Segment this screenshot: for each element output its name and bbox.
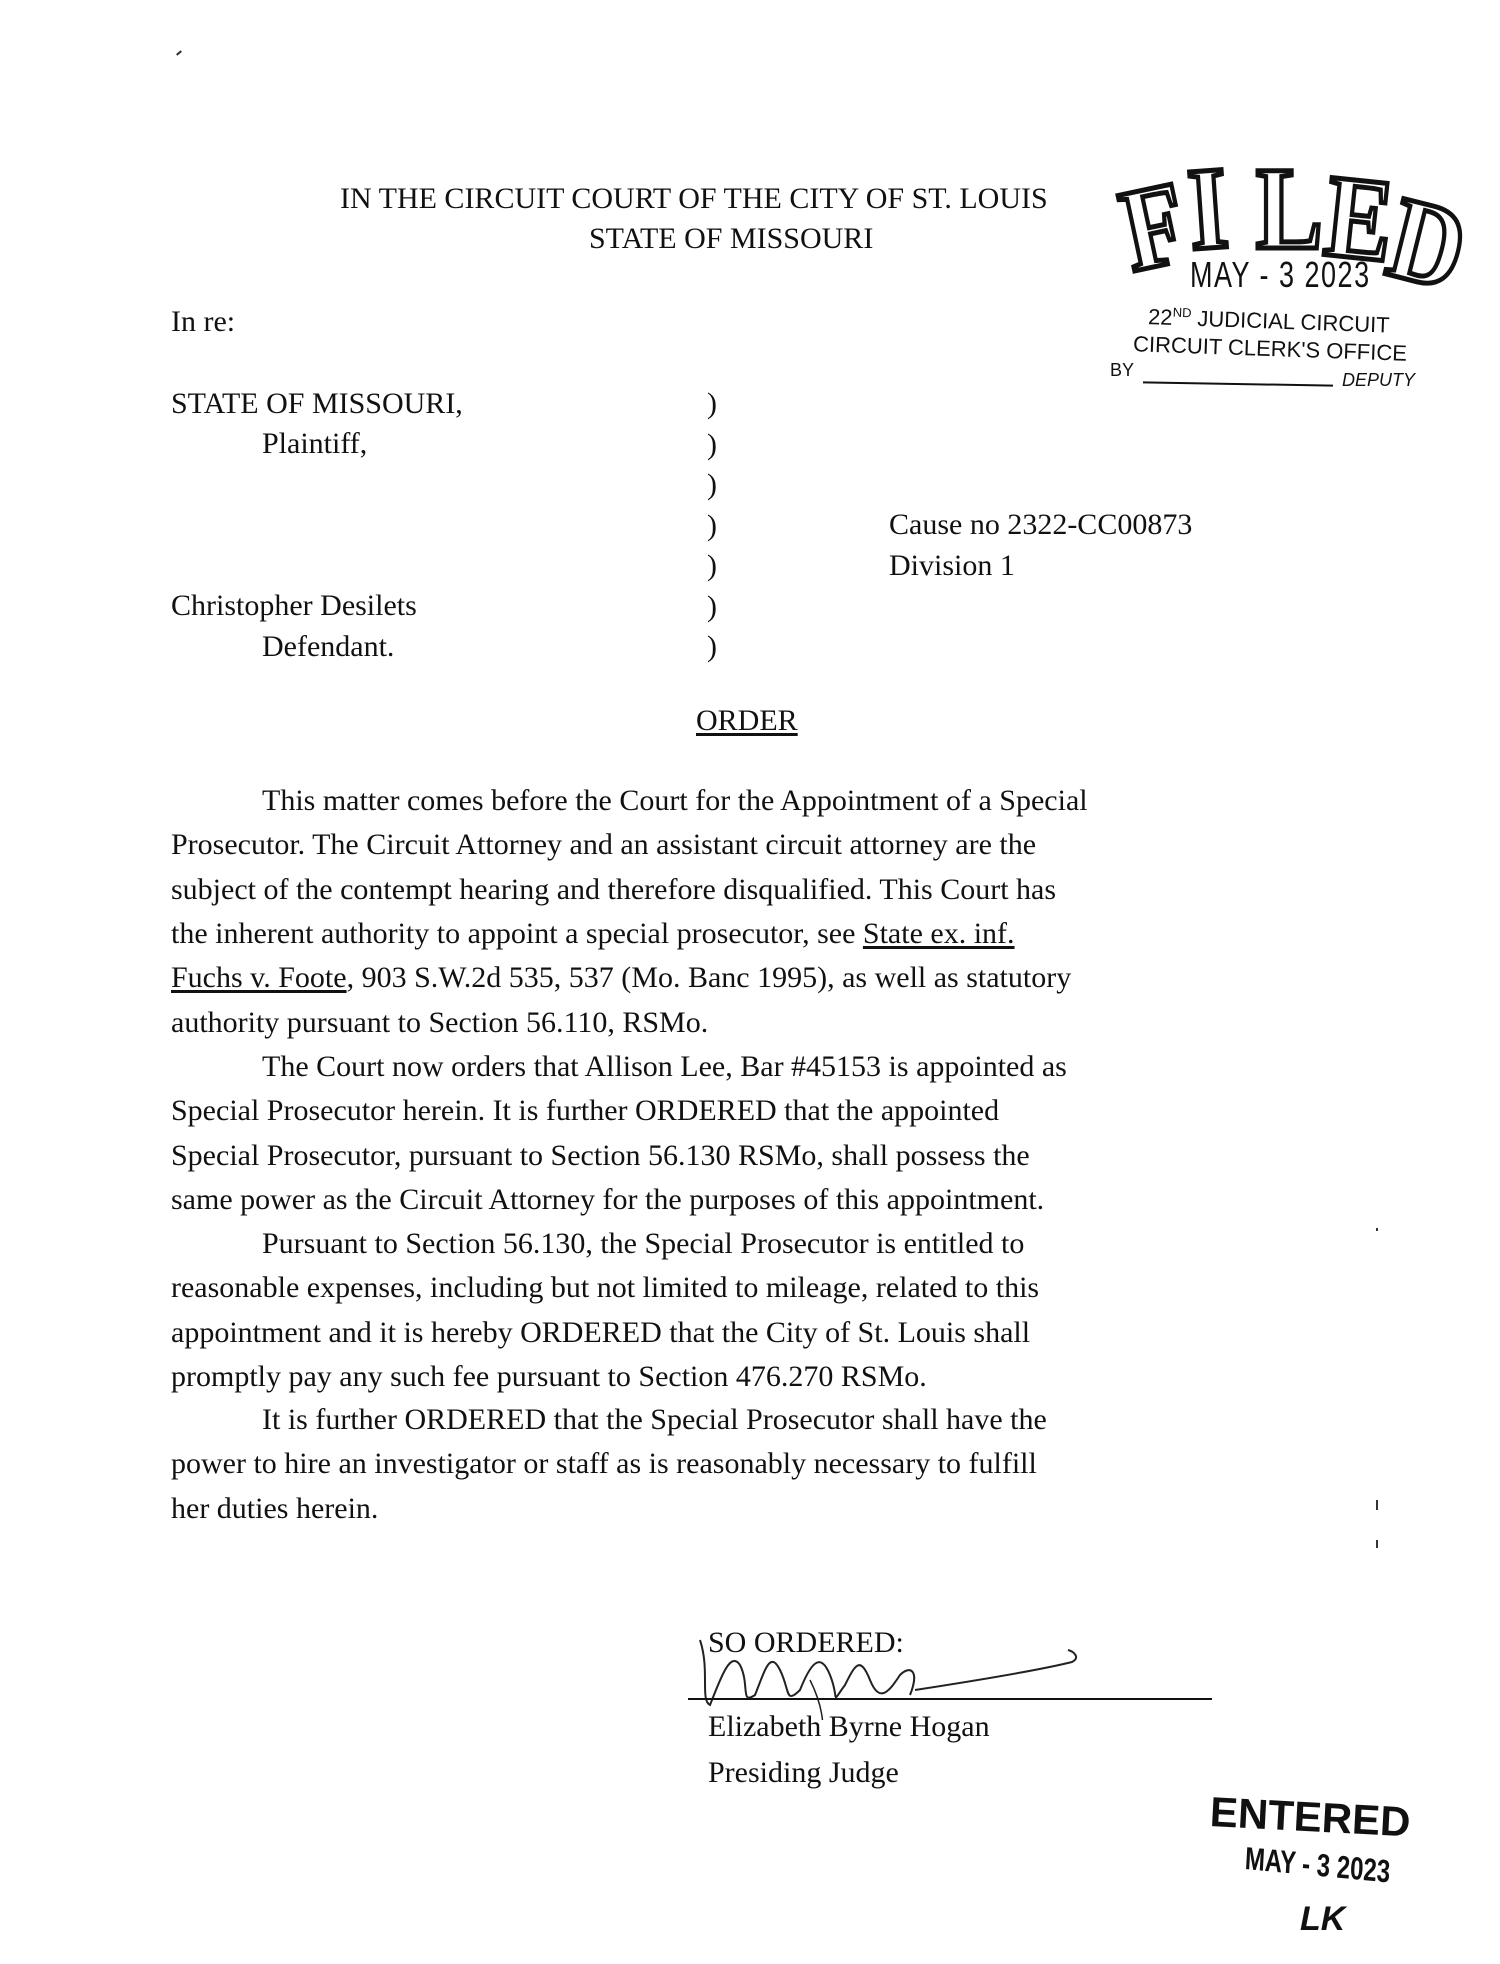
body-line <box>171 1005 709 1039</box>
body-line <box>171 1491 379 1525</box>
text-segment: power to hire an investigator or staff as is reasonably necessary to fulfill <box>171 1447 1037 1481</box>
scan-speck <box>1376 1228 1378 1231</box>
caption-paren: ) <box>707 589 717 623</box>
text-segment: Pursuant to Section 56.130, the Special Prosecutor is entitled to <box>262 1227 1025 1260</box>
caption-paren: ) <box>707 549 717 582</box>
text-segment: authority pursuant to Section 56.110, RSMo. <box>171 1005 709 1039</box>
circuit-suffix: ND <box>1172 304 1192 321</box>
filed-stamp-deputy: DEPUTY <box>1342 370 1416 390</box>
judge-name: Elizabeth Byrne Hogan <box>708 1710 990 1743</box>
filed-stamp-office: CIRCUIT CLERK'S OFFICE <box>1132 331 1408 366</box>
entered-stamp-word: ENTERED <box>1208 1788 1412 1846</box>
text-segment: subject of the contempt hearing and therefore disqualified. This Court has <box>171 872 1057 906</box>
caption-paren: ) <box>707 468 717 501</box>
cause-number: Cause no 2322-CC00873 <box>889 508 1193 541</box>
in-re-label: In re: <box>171 305 236 338</box>
filed-stamp-letter: E <box>1319 149 1400 288</box>
filed-stamp-letter: F <box>1110 156 1198 297</box>
body-line <box>171 872 1057 906</box>
caption-paren: ) <box>707 630 717 663</box>
filed-stamp-letter: L <box>1255 143 1323 274</box>
text-segment: Prosecutor. The Circuit Attorney and an assistant circuit attorney are the <box>171 828 1037 862</box>
text-segment: appointment and it is hereby ORDERED that the City of St. Louis shall <box>171 1315 1031 1349</box>
circuit-number: 22 <box>1147 304 1173 330</box>
order-title: ORDER <box>696 704 798 737</box>
defendant-role: Defendant. <box>262 630 395 663</box>
signature-line <box>688 1698 1212 1700</box>
defendant-name: Christopher Desilets <box>171 589 417 622</box>
text-segment: Special Prosecutor, pursuant to Section 56.130 RSMo, shall possess the <box>171 1138 1030 1172</box>
text-segment: This matter comes before the Court for the Appointment of a Special <box>262 784 1088 817</box>
text-segment: reasonable expenses, including but not limited to mileage, related to this <box>171 1271 1040 1305</box>
judge-title: Presiding Judge <box>708 1756 899 1789</box>
caption-paren: ) <box>707 427 717 461</box>
plaintiff-name: STATE OF MISSOURI, <box>171 387 463 420</box>
so-ordered-label: SO ORDERED: <box>708 1626 904 1659</box>
filed-stamp-letter: D <box>1376 171 1479 316</box>
body-line <box>171 1449 1037 1479</box>
caption-paren: ) <box>707 508 717 542</box>
text-segment: the inherent authority to appoint a special prosecutor, see <box>171 916 863 950</box>
entered-stamp-initials: LK <box>1300 1900 1346 1938</box>
plaintiff-role: Plaintiff, <box>262 427 368 460</box>
handwritten-signature <box>680 1610 1100 1720</box>
body-line <box>171 1315 1031 1349</box>
case-citation: State ex. inf. <box>862 916 1015 950</box>
body-line <box>262 1229 1024 1259</box>
body-line <box>171 1138 1030 1172</box>
filed-stamp-date: MAY - 3 2023 <box>1190 254 1371 295</box>
case-citation: Fuchs v. Foote <box>171 961 347 995</box>
scan-speck <box>1376 1540 1378 1548</box>
circuit-text: JUDICIAL CIRCUIT <box>1190 305 1391 338</box>
text-segment: It is further ORDERED that the Special Prosecutor shall have the <box>262 1403 1047 1436</box>
filed-stamp-by: BY <box>1110 360 1135 380</box>
court-heading: IN THE CIRCUIT COURT OF THE CITY OF ST. LOUIS <box>340 182 1048 215</box>
body-line <box>171 1182 1045 1216</box>
scan-speck <box>1376 1500 1378 1510</box>
caption-paren: ) <box>707 387 717 420</box>
deputy-line <box>1143 381 1333 386</box>
division: Division 1 <box>889 549 1015 582</box>
body-line <box>262 1405 1047 1435</box>
text-segment: , 903 S.W.2d 535, 537 (Mo. Banc 1995), as well as statutory <box>346 961 1072 995</box>
text-segment: Special Prosecutor herein. It is further ORDERED that the appointed <box>171 1094 1000 1128</box>
text-segment: The Court now orders that Allison Lee, Bar #45153 is appointed as <box>262 1050 1067 1083</box>
text-segment: same power as the Circuit Attorney for the purposes of this appointment. <box>171 1182 1045 1216</box>
body-line <box>171 916 1015 950</box>
state-heading: STATE OF MISSOURI <box>589 222 874 255</box>
filed-stamp-letter: I <box>1183 141 1232 276</box>
body-line <box>262 786 1088 816</box>
entered-stamp-date: MAY - 3 2023 <box>1244 1840 1392 1890</box>
body-line <box>171 1273 1039 1303</box>
body-line <box>171 963 1071 993</box>
body-line <box>262 1052 1067 1082</box>
text-segment: her duties herein. <box>171 1491 379 1525</box>
scan-speck <box>176 50 182 55</box>
text-segment: promptly pay any such fee pursuant to Section 476.270 RSMo. <box>171 1359 927 1393</box>
body-line <box>171 1096 999 1126</box>
body-line <box>171 830 1036 860</box>
body-line <box>171 1359 927 1393</box>
